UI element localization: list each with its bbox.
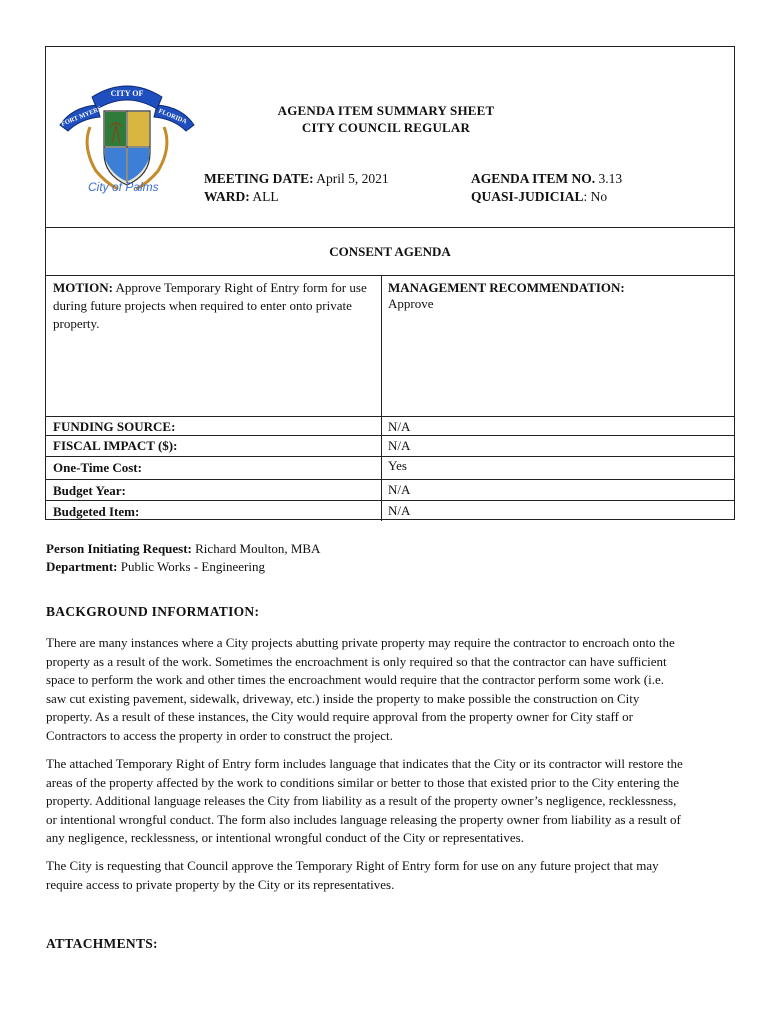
logo-banner-top: CITY OF xyxy=(110,89,144,98)
ward-label: WARD: xyxy=(204,189,250,204)
field-row xyxy=(46,436,734,457)
motion-cell xyxy=(53,276,373,333)
agenda-item-number xyxy=(471,171,622,187)
person-value: Richard Moulton, MBA xyxy=(195,541,321,556)
department xyxy=(46,558,726,577)
meeting-date xyxy=(204,171,389,187)
paragraph-line: any negligence, recklessness, or intentional wrongful conduct of the City or representatives. xyxy=(46,830,524,846)
logo-banner-left: FORT MYERS xyxy=(60,105,103,128)
field-value: N/A xyxy=(388,482,411,497)
header-section xyxy=(46,47,734,228)
field-value: Yes xyxy=(388,458,407,473)
field-label: Budgeted Item: xyxy=(53,504,140,519)
paragraph-line: property as a result of the work. Sometimes the encroachment is only required so that the contractor can have sufficient xyxy=(46,653,667,669)
quasi-value: : No xyxy=(583,189,608,204)
paragraph-line: or intentional wrongful conduct. The form also includes language releasing the property owner from liability as a result of xyxy=(46,811,681,827)
quasi-label: QUASI-JUDICIAL xyxy=(471,189,584,204)
paragraph-line: The City is requesting that Council approve the Temporary Right of Entry form for use on any future project that may xyxy=(46,858,659,873)
field-row xyxy=(46,457,734,480)
ward xyxy=(204,189,279,205)
motion-label: MOTION: xyxy=(53,280,113,295)
ward-value: ALL xyxy=(252,189,279,204)
field-label: FUNDING SOURCE: xyxy=(53,419,176,434)
recommendation-label: MANAGEMENT RECOMMENDATION: xyxy=(388,280,625,295)
recommendation-cell xyxy=(388,276,728,313)
meeting-date-value: April 5, 2021 xyxy=(316,171,389,186)
field-row xyxy=(46,501,734,521)
logo-caption: City of Palms xyxy=(88,180,159,194)
field-label: One-Time Cost: xyxy=(53,460,142,475)
person-initiating xyxy=(46,540,726,559)
background-heading: BACKGROUND INFORMATION: xyxy=(46,604,260,619)
paragraph-line: property. Additional language releases the City from liability as a result of the property owner’s negligence, recklessness, xyxy=(46,793,677,809)
field-label: FISCAL IMPACT ($): xyxy=(53,438,178,453)
field-value: N/A xyxy=(388,503,411,518)
title-line-1: AGENDA ITEM SUMMARY SHEET xyxy=(277,103,495,118)
field-value: N/A xyxy=(388,419,411,434)
field-row xyxy=(46,417,734,436)
summary-table xyxy=(45,46,735,520)
person-label: Person Initiating Request: xyxy=(46,541,192,556)
paragraph-line: areas of the property affected by the work to conditions similar or better to those that existed prior to the City entering the xyxy=(46,774,679,790)
meeting-date-label: MEETING DATE: xyxy=(204,171,314,186)
field-value: N/A xyxy=(388,438,411,453)
paragraph-line: space to perform the work and other times the encroachment would require that the contractor perform some work (i.e. xyxy=(46,672,664,688)
paragraph-line: saw cut existing pavement, sidewalk, driveway, etc.) inside the property to make possible the construction on City xyxy=(46,690,640,706)
background-paragraph-3 xyxy=(46,857,726,894)
motion-row xyxy=(46,276,734,417)
agenda-item-label: AGENDA ITEM NO. xyxy=(471,171,596,186)
quasi-judicial xyxy=(471,189,607,205)
paragraph-line: There are many instances where a City projects abutting private property may require the contractor to encroach onto the xyxy=(46,635,675,650)
field-label: Budget Year: xyxy=(53,483,126,498)
logo-banner-right: FLORIDA xyxy=(157,107,188,126)
department-value: Public Works - Engineering xyxy=(120,559,265,574)
background-paragraph-1 xyxy=(46,634,726,746)
paragraph-line: The attached Temporary Right of Entry form includes language that indicates that the City or its contractor will restore the xyxy=(46,756,683,771)
paragraph-line: property. As a result of these instances, the City would require approval from the property owner for City staff or xyxy=(46,709,634,725)
paragraph-line: require access to private property by the City or its representatives. xyxy=(46,876,395,892)
department-label: Department: xyxy=(46,559,118,574)
agenda-item-value: 3.13 xyxy=(598,171,623,186)
paragraph-line: Contractors to access the property in order to construct the project. xyxy=(46,727,393,743)
consent-agenda-heading: CONSENT AGENDA xyxy=(46,227,734,276)
field-row xyxy=(46,480,734,501)
motion-text: Approve Temporary Right of Entry form for use during future projects when required to enter onto private property. xyxy=(53,280,367,331)
attachments-heading: ATTACHMENTS: xyxy=(46,936,158,951)
title-line-2: CITY COUNCIL REGULAR xyxy=(301,120,471,135)
recommendation-text: Approve xyxy=(388,296,434,311)
background-paragraph-2 xyxy=(46,755,726,848)
